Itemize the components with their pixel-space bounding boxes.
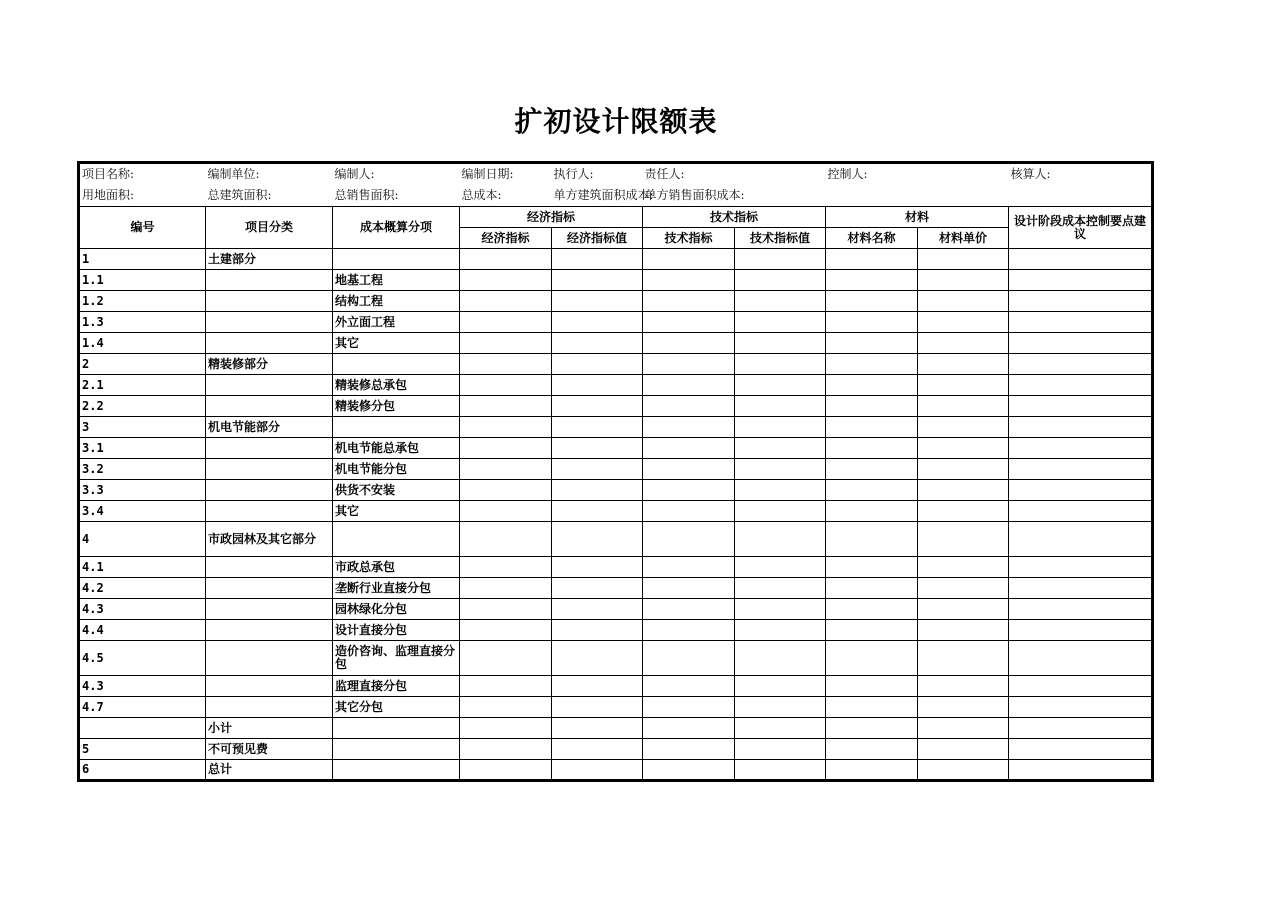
row-category[interactable]: 不可预见费 bbox=[206, 739, 333, 760]
page-title: 扩初设计限额表 bbox=[514, 105, 718, 138]
material-price-cell[interactable] bbox=[918, 291, 1009, 312]
economic-index-cell[interactable] bbox=[460, 501, 552, 522]
economic-value-cell[interactable] bbox=[552, 249, 643, 270]
material-name-cell[interactable] bbox=[826, 396, 918, 417]
economic-index-cell[interactable] bbox=[460, 417, 552, 438]
technical-index-cell[interactable] bbox=[643, 480, 735, 501]
row-cost-item[interactable] bbox=[333, 739, 460, 760]
table-row bbox=[79, 760, 1153, 781]
row-cost-item[interactable]: 机电节能总承包 bbox=[333, 438, 460, 459]
economic-value-cell[interactable] bbox=[552, 417, 643, 438]
table-row bbox=[79, 641, 1153, 676]
material-price-cell[interactable] bbox=[918, 557, 1009, 578]
material-price-cell[interactable] bbox=[918, 676, 1009, 697]
technical-index-cell[interactable] bbox=[643, 697, 735, 718]
table-row bbox=[79, 501, 1153, 522]
row-code[interactable]: 4.3 bbox=[79, 676, 206, 697]
technical-index-cell[interactable] bbox=[643, 354, 735, 375]
material-price-cell[interactable] bbox=[918, 522, 1009, 557]
row-cost-item[interactable]: 设计直接分包 bbox=[333, 620, 460, 641]
table-row bbox=[79, 599, 1153, 620]
row-cost-item[interactable]: 其它 bbox=[333, 501, 460, 522]
technical-value-cell[interactable] bbox=[735, 312, 826, 333]
material-price-cell[interactable] bbox=[918, 641, 1009, 676]
row-code[interactable]: 3.1 bbox=[79, 438, 206, 459]
controller-label: 控制人: bbox=[827, 166, 868, 181]
table-row bbox=[79, 459, 1153, 480]
technical-value-cell[interactable] bbox=[735, 501, 826, 522]
economic-value-cell[interactable] bbox=[552, 557, 643, 578]
compile-date-label: 编制日期: bbox=[461, 166, 514, 181]
row-category[interactable] bbox=[206, 333, 333, 354]
material-price-cell[interactable] bbox=[918, 333, 1009, 354]
material-name-cell[interactable] bbox=[826, 522, 918, 557]
material-name-cell[interactable] bbox=[826, 599, 918, 620]
row-cost-item[interactable]: 垄断行业直接分包 bbox=[333, 578, 460, 599]
total-building-area-label: 总建筑面积: bbox=[207, 187, 272, 202]
row-category[interactable] bbox=[206, 396, 333, 417]
unit-sales-cost-label: 单方销售面积成本: bbox=[644, 187, 745, 202]
technical-index-cell[interactable] bbox=[643, 501, 735, 522]
row-code[interactable]: 4.2 bbox=[79, 578, 206, 599]
header-cost-item: 成本概算分项 bbox=[333, 207, 460, 249]
suggestion-cell[interactable] bbox=[1009, 599, 1153, 620]
economic-index-cell[interactable] bbox=[460, 396, 552, 417]
material-price-cell[interactable] bbox=[918, 438, 1009, 459]
suggestion-cell[interactable] bbox=[1009, 249, 1153, 270]
technical-index-cell[interactable] bbox=[643, 438, 735, 459]
row-category[interactable]: 土建部分 bbox=[206, 249, 333, 270]
economic-index-cell[interactable] bbox=[460, 354, 552, 375]
row-category[interactable]: 机电节能部分 bbox=[206, 417, 333, 438]
row-cost-item[interactable]: 市政总承包 bbox=[333, 557, 460, 578]
table-row bbox=[79, 718, 1153, 739]
suggestion-cell[interactable] bbox=[1009, 697, 1153, 718]
technical-index-cell[interactable] bbox=[643, 599, 735, 620]
economic-value-cell[interactable] bbox=[552, 676, 643, 697]
economic-value-cell[interactable] bbox=[552, 375, 643, 396]
table-row bbox=[79, 557, 1153, 578]
economic-index-cell[interactable] bbox=[460, 291, 552, 312]
row-cost-item[interactable]: 结构工程 bbox=[333, 291, 460, 312]
technical-index-cell[interactable] bbox=[643, 333, 735, 354]
table-row bbox=[79, 354, 1153, 375]
material-name-cell[interactable] bbox=[826, 375, 918, 396]
technical-index-cell[interactable] bbox=[643, 270, 735, 291]
header-economic-value: 经济指标值 bbox=[552, 228, 643, 249]
technical-index-cell[interactable] bbox=[643, 760, 735, 781]
header-material-price: 材料单价 bbox=[918, 228, 1009, 249]
economic-index-cell[interactable] bbox=[460, 760, 552, 781]
suggestion-cell[interactable] bbox=[1009, 739, 1153, 760]
material-name-cell[interactable] bbox=[826, 354, 918, 375]
suggestion-cell[interactable] bbox=[1009, 760, 1153, 781]
row-code[interactable]: 4.7 bbox=[79, 697, 206, 718]
row-category[interactable] bbox=[206, 578, 333, 599]
project-name-label: 项目名称: bbox=[82, 166, 135, 181]
economic-index-cell[interactable] bbox=[460, 697, 552, 718]
material-name-cell[interactable] bbox=[826, 620, 918, 641]
row-category[interactable] bbox=[206, 375, 333, 396]
row-cost-item[interactable] bbox=[333, 760, 460, 781]
material-price-cell[interactable] bbox=[918, 312, 1009, 333]
header-code: 编号 bbox=[79, 207, 206, 249]
suggestion-cell[interactable] bbox=[1009, 417, 1153, 438]
row-category[interactable] bbox=[206, 312, 333, 333]
header-suggestion: 设计阶段成本控制要点建议 bbox=[1009, 207, 1153, 249]
unit-building-cost-label: 单方建筑面积成本: bbox=[553, 187, 654, 202]
suggestion-cell[interactable] bbox=[1009, 641, 1153, 676]
economic-value-cell[interactable] bbox=[552, 270, 643, 291]
technical-value-cell[interactable] bbox=[735, 697, 826, 718]
accountant-label: 核算人: bbox=[1010, 166, 1051, 181]
suggestion-cell[interactable] bbox=[1009, 501, 1153, 522]
row-code[interactable]: 3.3 bbox=[79, 480, 206, 501]
material-name-cell[interactable] bbox=[826, 676, 918, 697]
suggestion-cell[interactable] bbox=[1009, 312, 1153, 333]
technical-index-cell[interactable] bbox=[643, 620, 735, 641]
header-row-1 bbox=[79, 207, 1153, 228]
economic-index-cell[interactable] bbox=[460, 522, 552, 557]
table-row bbox=[79, 620, 1153, 641]
row-category[interactable] bbox=[206, 291, 333, 312]
suggestion-cell[interactable] bbox=[1009, 578, 1153, 599]
technical-value-cell[interactable] bbox=[735, 522, 826, 557]
technical-value-cell[interactable] bbox=[735, 249, 826, 270]
suggestion-cell[interactable] bbox=[1009, 438, 1153, 459]
row-category[interactable]: 小计 bbox=[206, 718, 333, 739]
table-row bbox=[79, 438, 1153, 459]
economic-index-cell[interactable] bbox=[460, 333, 552, 354]
header-technical-value: 技术指标值 bbox=[735, 228, 826, 249]
technical-index-cell[interactable] bbox=[643, 739, 735, 760]
suggestion-cell[interactable] bbox=[1009, 291, 1153, 312]
technical-value-cell[interactable] bbox=[735, 375, 826, 396]
material-name-cell[interactable] bbox=[826, 312, 918, 333]
row-category[interactable] bbox=[206, 480, 333, 501]
material-name-cell[interactable] bbox=[826, 697, 918, 718]
suggestion-cell[interactable] bbox=[1009, 557, 1153, 578]
table-row bbox=[79, 480, 1153, 501]
row-cost-item[interactable]: 其它 bbox=[333, 333, 460, 354]
row-code[interactable]: 2 bbox=[79, 354, 206, 375]
row-cost-item[interactable] bbox=[333, 354, 460, 375]
economic-index-cell[interactable] bbox=[460, 438, 552, 459]
material-price-cell[interactable] bbox=[918, 739, 1009, 760]
row-category[interactable]: 总计 bbox=[206, 760, 333, 781]
economic-index-cell[interactable] bbox=[460, 641, 552, 676]
material-name-cell[interactable] bbox=[826, 718, 918, 739]
economic-value-cell[interactable] bbox=[552, 697, 643, 718]
suggestion-cell[interactable] bbox=[1009, 718, 1153, 739]
material-name-cell[interactable] bbox=[826, 480, 918, 501]
technical-value-cell[interactable] bbox=[735, 599, 826, 620]
row-category[interactable] bbox=[206, 641, 333, 676]
economic-index-cell[interactable] bbox=[460, 620, 552, 641]
row-category[interactable] bbox=[206, 557, 333, 578]
cost-limit-table bbox=[77, 161, 1154, 782]
row-code[interactable]: 3.2 bbox=[79, 459, 206, 480]
compiler-label: 编制人: bbox=[334, 166, 375, 181]
material-name-cell[interactable] bbox=[826, 291, 918, 312]
economic-value-cell[interactable] bbox=[552, 739, 643, 760]
material-price-cell[interactable] bbox=[918, 697, 1009, 718]
technical-index-cell[interactable] bbox=[643, 641, 735, 676]
row-category[interactable]: 精装修部分 bbox=[206, 354, 333, 375]
table-row bbox=[79, 291, 1153, 312]
material-name-cell[interactable] bbox=[826, 417, 918, 438]
technical-value-cell[interactable] bbox=[735, 480, 826, 501]
row-cost-item[interactable] bbox=[333, 718, 460, 739]
header-technical-index: 技术指标 bbox=[643, 228, 735, 249]
row-code[interactable]: 1.2 bbox=[79, 291, 206, 312]
row-code[interactable]: 5 bbox=[79, 739, 206, 760]
table-row bbox=[79, 333, 1153, 354]
material-name-cell[interactable] bbox=[826, 333, 918, 354]
technical-value-cell[interactable] bbox=[735, 438, 826, 459]
economic-index-cell[interactable] bbox=[460, 459, 552, 480]
header-technical-group: 技术指标 bbox=[643, 207, 826, 228]
header-material-name: 材料名称 bbox=[826, 228, 918, 249]
row-code[interactable]: 4 bbox=[79, 522, 206, 557]
economic-index-cell[interactable] bbox=[460, 718, 552, 739]
economic-value-cell[interactable] bbox=[552, 501, 643, 522]
row-code[interactable]: 1 bbox=[79, 249, 206, 270]
material-name-cell[interactable] bbox=[826, 739, 918, 760]
suggestion-cell[interactable] bbox=[1009, 522, 1153, 557]
table-row bbox=[79, 312, 1153, 333]
economic-value-cell[interactable] bbox=[552, 396, 643, 417]
executor-label: 执行人: bbox=[553, 166, 594, 181]
total-cost-label: 总成本: bbox=[461, 187, 502, 202]
row-cost-item[interactable]: 造价咨询、监理直接分包 bbox=[333, 641, 460, 676]
economic-index-cell[interactable] bbox=[460, 312, 552, 333]
row-cost-item[interactable]: 外立面工程 bbox=[333, 312, 460, 333]
table-row bbox=[79, 739, 1153, 760]
material-price-cell[interactable] bbox=[918, 718, 1009, 739]
row-category[interactable] bbox=[206, 697, 333, 718]
technical-index-cell[interactable] bbox=[643, 578, 735, 599]
material-price-cell[interactable] bbox=[918, 760, 1009, 781]
suggestion-cell[interactable] bbox=[1009, 676, 1153, 697]
table-row bbox=[79, 676, 1153, 697]
suggestion-cell[interactable] bbox=[1009, 270, 1153, 291]
row-cost-item[interactable] bbox=[333, 249, 460, 270]
row-cost-item[interactable]: 机电节能分包 bbox=[333, 459, 460, 480]
technical-value-cell[interactable] bbox=[735, 676, 826, 697]
technical-value-cell[interactable] bbox=[735, 291, 826, 312]
suggestion-cell[interactable] bbox=[1009, 620, 1153, 641]
economic-index-cell[interactable] bbox=[460, 557, 552, 578]
row-category[interactable] bbox=[206, 501, 333, 522]
suggestion-cell[interactable] bbox=[1009, 459, 1153, 480]
suggestion-cell[interactable] bbox=[1009, 396, 1153, 417]
technical-value-cell[interactable] bbox=[735, 459, 826, 480]
economic-value-cell[interactable] bbox=[552, 354, 643, 375]
technical-index-cell[interactable] bbox=[643, 459, 735, 480]
material-name-cell[interactable] bbox=[826, 557, 918, 578]
material-name-cell[interactable] bbox=[826, 578, 918, 599]
material-price-cell[interactable] bbox=[918, 480, 1009, 501]
row-code[interactable]: 4.3 bbox=[79, 599, 206, 620]
land-area-label: 用地面积: bbox=[82, 187, 135, 202]
row-code[interactable]: 2.2 bbox=[79, 396, 206, 417]
economic-value-cell[interactable] bbox=[552, 620, 643, 641]
economic-index-cell[interactable] bbox=[460, 578, 552, 599]
responsible-label: 责任人: bbox=[644, 166, 685, 181]
technical-index-cell[interactable] bbox=[643, 557, 735, 578]
economic-value-cell[interactable] bbox=[552, 641, 643, 676]
material-price-cell[interactable] bbox=[918, 270, 1009, 291]
row-code[interactable]: 4.5 bbox=[79, 641, 206, 676]
technical-value-cell[interactable] bbox=[735, 333, 826, 354]
table-row bbox=[79, 417, 1153, 438]
table-row bbox=[79, 249, 1153, 270]
technical-index-cell[interactable] bbox=[643, 417, 735, 438]
table-row bbox=[79, 578, 1153, 599]
economic-index-cell[interactable] bbox=[460, 249, 552, 270]
technical-index-cell[interactable] bbox=[643, 718, 735, 739]
suggestion-cell[interactable] bbox=[1009, 333, 1153, 354]
material-price-cell[interactable] bbox=[918, 459, 1009, 480]
material-price-cell[interactable] bbox=[918, 501, 1009, 522]
economic-value-cell[interactable] bbox=[552, 312, 643, 333]
row-category[interactable]: 市政园林及其它部分 bbox=[206, 522, 333, 557]
table-row bbox=[79, 396, 1153, 417]
material-price-cell[interactable] bbox=[918, 620, 1009, 641]
technical-index-cell[interactable] bbox=[643, 312, 735, 333]
technical-index-cell[interactable] bbox=[643, 522, 735, 557]
technical-index-cell[interactable] bbox=[643, 249, 735, 270]
row-category[interactable] bbox=[206, 676, 333, 697]
row-code[interactable]: 4.1 bbox=[79, 557, 206, 578]
row-category[interactable] bbox=[206, 438, 333, 459]
header-economic-index: 经济指标 bbox=[460, 228, 552, 249]
table-row bbox=[79, 375, 1153, 396]
material-price-cell[interactable] bbox=[918, 599, 1009, 620]
economic-value-cell[interactable] bbox=[552, 459, 643, 480]
row-code[interactable]: 1.4 bbox=[79, 333, 206, 354]
material-price-cell[interactable] bbox=[918, 354, 1009, 375]
economic-index-cell[interactable] bbox=[460, 739, 552, 760]
material-name-cell[interactable] bbox=[826, 641, 918, 676]
row-category[interactable] bbox=[206, 270, 333, 291]
header-category: 项目分类 bbox=[206, 207, 333, 249]
table-row bbox=[79, 270, 1153, 291]
material-name-cell[interactable] bbox=[826, 501, 918, 522]
material-price-cell[interactable] bbox=[918, 417, 1009, 438]
technical-value-cell[interactable] bbox=[735, 396, 826, 417]
row-cost-item[interactable]: 供货不安装 bbox=[333, 480, 460, 501]
material-name-cell[interactable] bbox=[826, 438, 918, 459]
technical-value-cell[interactable] bbox=[735, 718, 826, 739]
technical-value-cell[interactable] bbox=[735, 578, 826, 599]
row-code[interactable]: 6 bbox=[79, 760, 206, 781]
technical-value-cell[interactable] bbox=[735, 354, 826, 375]
row-cost-item[interactable] bbox=[333, 417, 460, 438]
info-row-1 bbox=[79, 163, 1153, 185]
economic-index-cell[interactable] bbox=[460, 676, 552, 697]
suggestion-cell[interactable] bbox=[1009, 354, 1153, 375]
table-row bbox=[79, 697, 1153, 718]
row-category[interactable] bbox=[206, 599, 333, 620]
technical-value-cell[interactable] bbox=[735, 739, 826, 760]
row-cost-item[interactable]: 精装修分包 bbox=[333, 396, 460, 417]
material-name-cell[interactable] bbox=[826, 270, 918, 291]
header-material-group: 材料 bbox=[826, 207, 1009, 228]
material-price-cell[interactable] bbox=[918, 375, 1009, 396]
technical-value-cell[interactable] bbox=[735, 270, 826, 291]
suggestion-cell[interactable] bbox=[1009, 375, 1153, 396]
row-cost-item[interactable]: 精装修总承包 bbox=[333, 375, 460, 396]
technical-value-cell[interactable] bbox=[735, 417, 826, 438]
row-code[interactable]: 4.4 bbox=[79, 620, 206, 641]
row-cost-item[interactable] bbox=[333, 522, 460, 557]
row-cost-item[interactable]: 地基工程 bbox=[333, 270, 460, 291]
row-category[interactable] bbox=[206, 620, 333, 641]
row-code[interactable]: 3 bbox=[79, 417, 206, 438]
material-name-cell[interactable] bbox=[826, 760, 918, 781]
economic-index-cell[interactable] bbox=[460, 599, 552, 620]
economic-value-cell[interactable] bbox=[552, 480, 643, 501]
economic-value-cell[interactable] bbox=[552, 291, 643, 312]
technical-index-cell[interactable] bbox=[643, 375, 735, 396]
economic-value-cell[interactable] bbox=[552, 760, 643, 781]
row-cost-item[interactable]: 监理直接分包 bbox=[333, 676, 460, 697]
row-code[interactable]: 1.1 bbox=[79, 270, 206, 291]
economic-value-cell[interactable] bbox=[552, 333, 643, 354]
material-price-cell[interactable] bbox=[918, 396, 1009, 417]
row-code[interactable] bbox=[79, 718, 206, 739]
economic-value-cell[interactable] bbox=[552, 522, 643, 557]
technical-index-cell[interactable] bbox=[643, 291, 735, 312]
compiling-unit-label: 编制单位: bbox=[207, 166, 260, 181]
suggestion-cell[interactable] bbox=[1009, 480, 1153, 501]
economic-index-cell[interactable] bbox=[460, 480, 552, 501]
economic-index-cell[interactable] bbox=[460, 270, 552, 291]
economic-value-cell[interactable] bbox=[552, 578, 643, 599]
material-price-cell[interactable] bbox=[918, 249, 1009, 270]
economic-index-cell[interactable] bbox=[460, 375, 552, 396]
info-row-2 bbox=[79, 185, 1153, 207]
material-price-cell[interactable] bbox=[918, 578, 1009, 599]
total-sales-area-label: 总销售面积: bbox=[334, 187, 399, 202]
row-code[interactable]: 3.4 bbox=[79, 501, 206, 522]
header-economic-group: 经济指标 bbox=[460, 207, 643, 228]
row-code[interactable]: 1.3 bbox=[79, 312, 206, 333]
material-name-cell[interactable] bbox=[826, 459, 918, 480]
table-row bbox=[79, 522, 1153, 557]
economic-value-cell[interactable] bbox=[552, 718, 643, 739]
row-cost-item[interactable]: 其它分包 bbox=[333, 697, 460, 718]
technical-value-cell[interactable] bbox=[735, 760, 826, 781]
technical-value-cell[interactable] bbox=[735, 557, 826, 578]
row-cost-item[interactable]: 园林绿化分包 bbox=[333, 599, 460, 620]
technical-index-cell[interactable] bbox=[643, 396, 735, 417]
technical-value-cell[interactable] bbox=[735, 641, 826, 676]
economic-value-cell[interactable] bbox=[552, 599, 643, 620]
row-code[interactable]: 2.1 bbox=[79, 375, 206, 396]
economic-value-cell[interactable] bbox=[552, 438, 643, 459]
row-category[interactable] bbox=[206, 459, 333, 480]
technical-index-cell[interactable] bbox=[643, 676, 735, 697]
technical-value-cell[interactable] bbox=[735, 620, 826, 641]
material-name-cell[interactable] bbox=[826, 249, 918, 270]
